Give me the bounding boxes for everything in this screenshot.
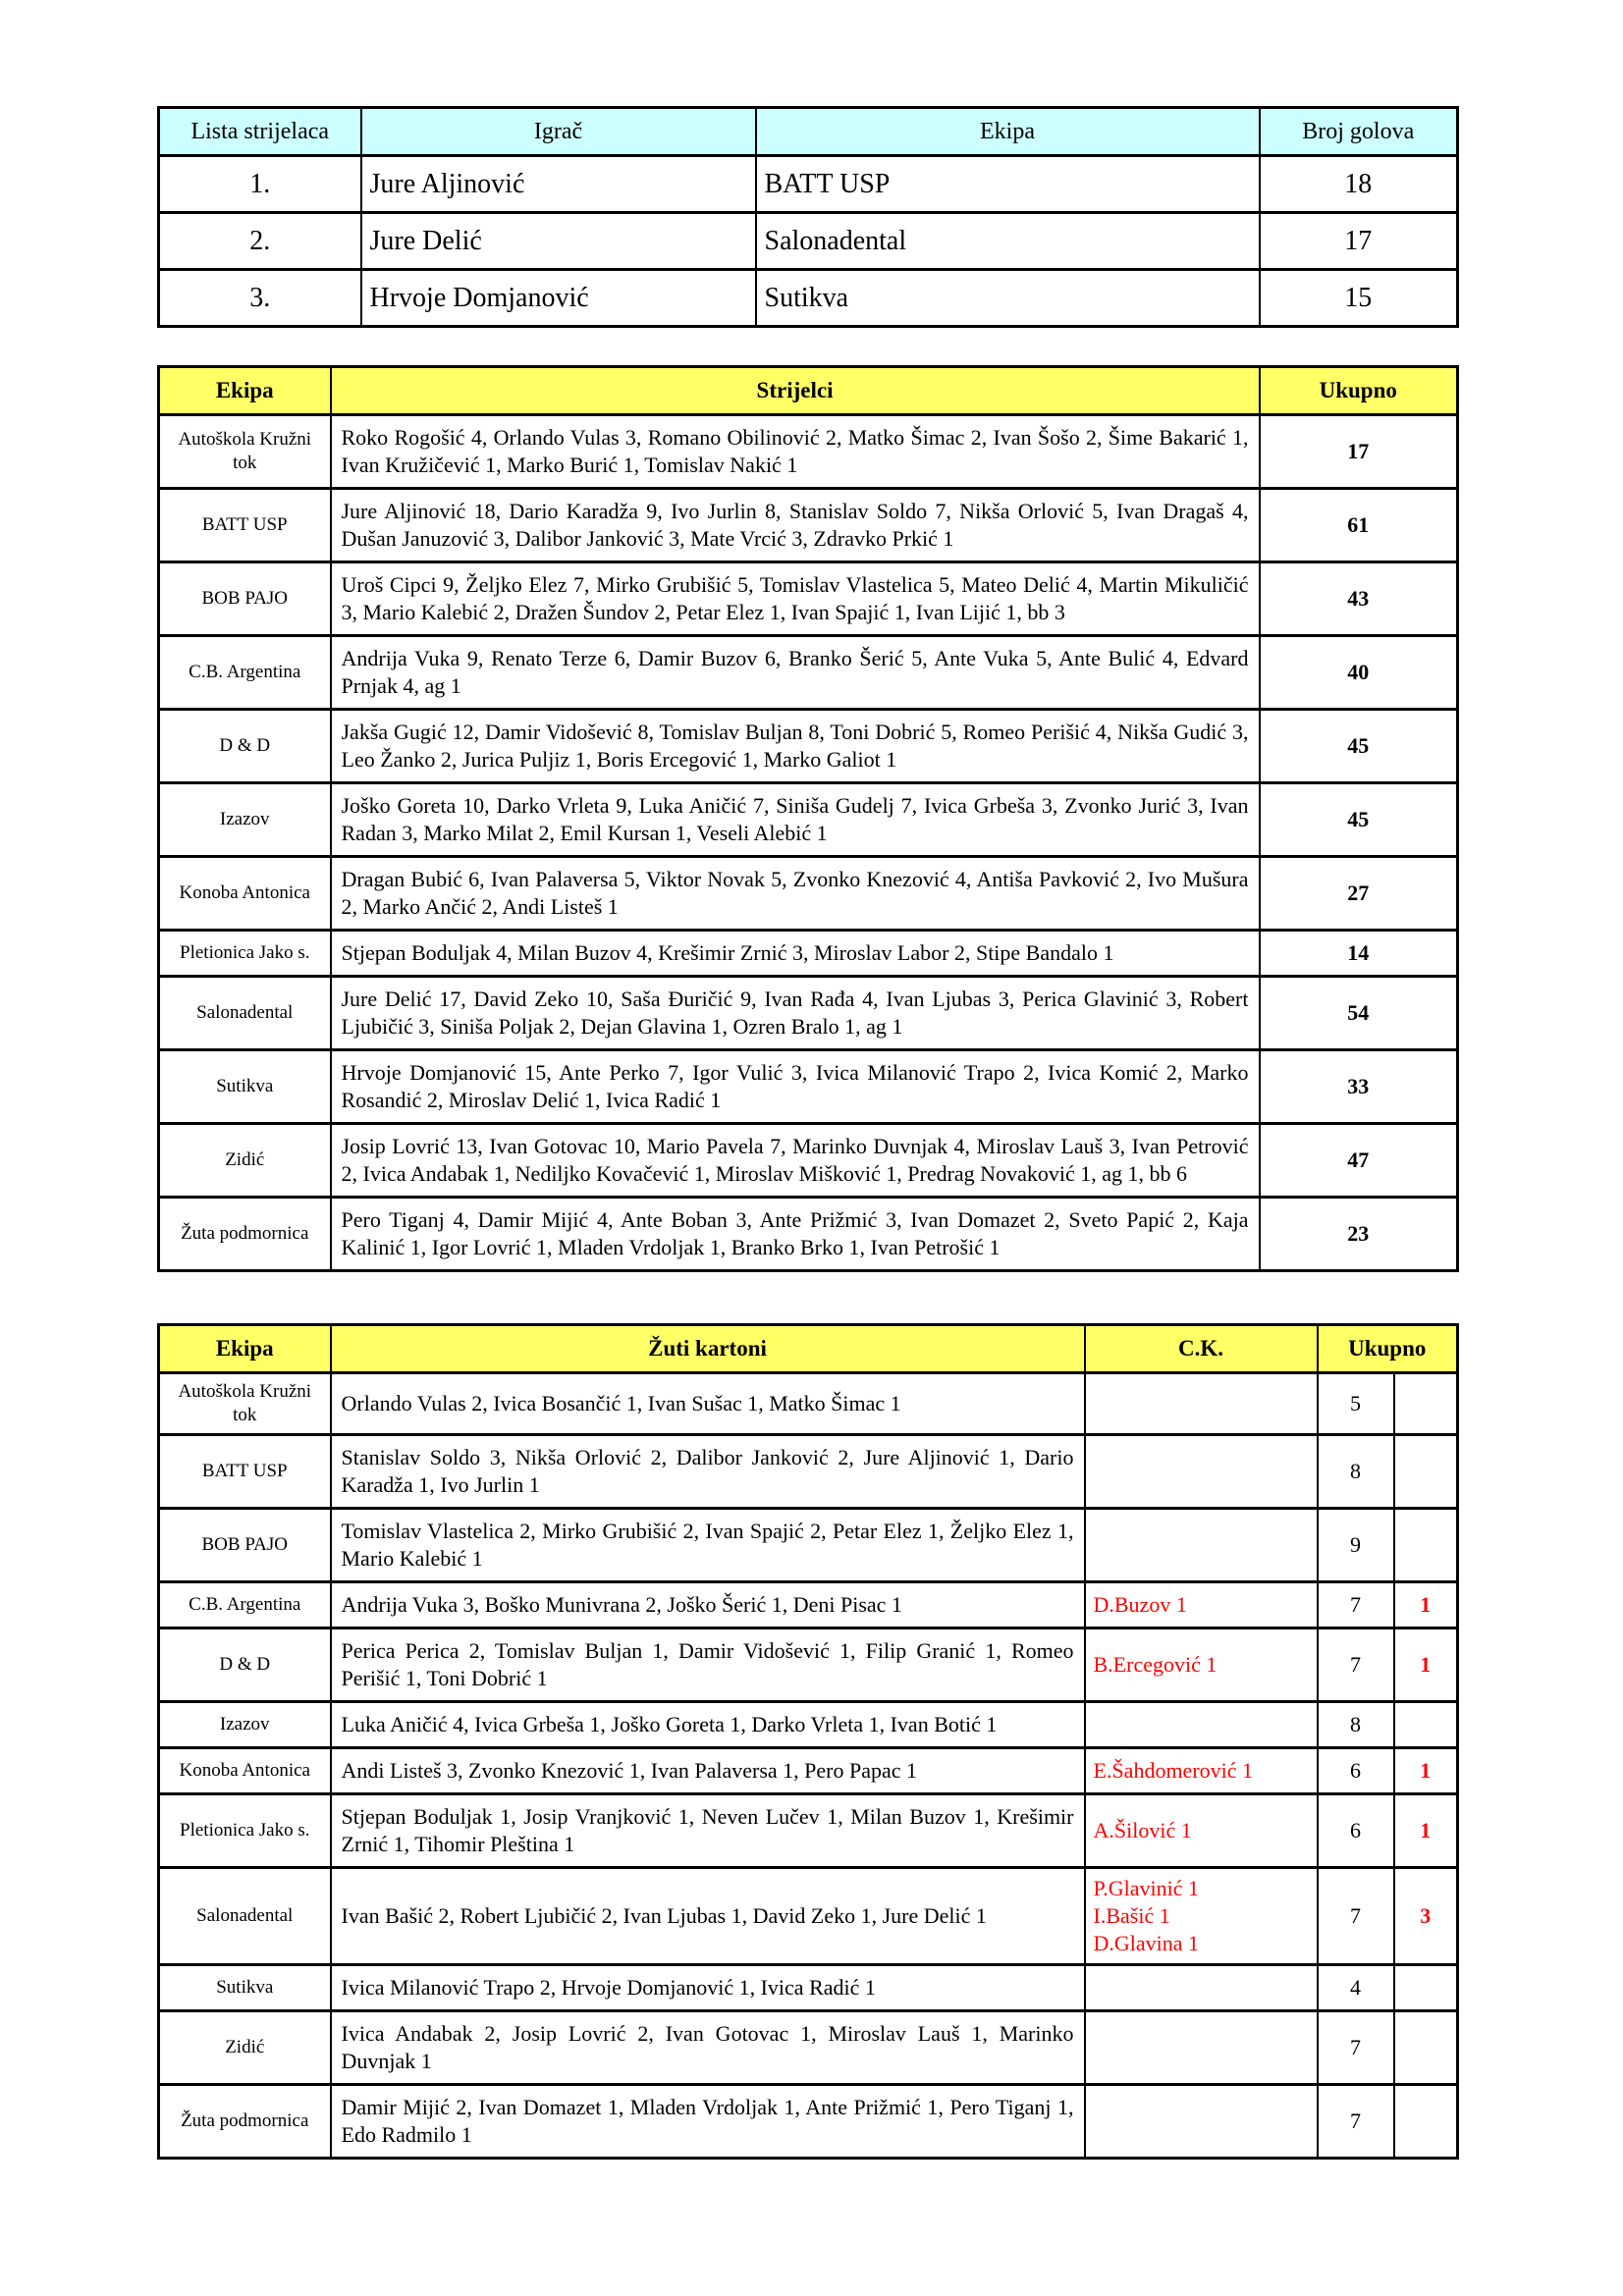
total-cell: 40 (1260, 636, 1458, 710)
table-row (159, 931, 1458, 977)
col-header-player: Igrač (361, 108, 756, 156)
total-cell: 4 (1318, 1965, 1394, 2011)
red-card-entry: E.Šahdomerović 1 (1093, 1758, 1254, 1783)
red-cards-cell (1085, 2085, 1318, 2159)
table-row (159, 1965, 1458, 2011)
team-cell: Pletionica Jako s. (159, 931, 331, 977)
team-cell: Žuta podmornica (159, 2085, 331, 2159)
goals-cell: 15 (1260, 270, 1458, 327)
yellow-cards-cell: Andi Listeš 3, Zvonko Knezović 1, Ivan Palaversa 1, Pero Papac 1 (331, 1748, 1085, 1794)
player-cell: Hrvoje Domjanović (361, 270, 756, 327)
team-cell: BATT USP (159, 1435, 331, 1509)
table-row (159, 977, 1458, 1050)
top-scorers-header-row (159, 108, 1458, 156)
red-card-entry: B.Ercegović 1 (1093, 1652, 1217, 1677)
table-row (159, 270, 1458, 327)
col-header-total: Ukupno (1318, 1325, 1458, 1373)
table-row (159, 489, 1458, 562)
red-cards-cell (1085, 1629, 1318, 1702)
table-row (159, 783, 1458, 857)
red-total-cell: 1 (1394, 1748, 1458, 1794)
col-header-team: Ekipa (159, 1325, 331, 1373)
red-cards-cell (1085, 1748, 1318, 1794)
yellow-cards-cell: Ivica Milanović Trapo 2, Hrvoje Domjanović 1, Ivica Radić 1 (331, 1965, 1085, 2011)
red-cards-cell (1085, 1373, 1318, 1435)
red-total-cell: 1 (1394, 1629, 1458, 1702)
scorers-cell: Andrija Vuka 9, Renato Terze 6, Damir Buzov 6, Branko Šerić 5, Ante Vuka 5, Ante Bulić 4, Edvard Prnjak 4, ag 1 (331, 636, 1260, 710)
table-row (159, 1702, 1458, 1748)
total-cell: 7 (1318, 1582, 1394, 1629)
total-cell: 33 (1260, 1050, 1458, 1124)
scorers-cell: Dragan Bubić 6, Ivan Palaversa 5, Viktor Novak 5, Zvonko Knezović 4, Antiša Pavković 2, Ivo Mušura 2, Marko Ančić 2, Andi Listeš 1 (331, 857, 1260, 931)
red-total-cell: 3 (1394, 1868, 1458, 1965)
team-cell: Pletionica Jako s. (159, 1794, 331, 1868)
red-cards-cell (1085, 1509, 1318, 1582)
col-header-rank: Lista strijelaca (159, 108, 361, 156)
col-header-team: Ekipa (159, 367, 331, 415)
yellow-cards-cell: Tomislav Vlastelica 2, Mirko Grubišić 2, Ivan Spajić 2, Petar Elez 1, Željko Elez 1, Mario Kalebić 1 (331, 1509, 1085, 1582)
team-cell: Sutikva (159, 1965, 331, 2011)
total-cell: 27 (1260, 857, 1458, 931)
total-cell: 14 (1260, 931, 1458, 977)
red-total-cell (1394, 1702, 1458, 1748)
team-cell: C.B. Argentina (159, 636, 331, 710)
total-cell: 45 (1260, 710, 1458, 783)
team-cell: D & D (159, 710, 331, 783)
goals-cell: 18 (1260, 156, 1458, 213)
table-row (159, 1868, 1458, 1965)
scorers-cell: Joško Goreta 10, Darko Vrleta 9, Luka Aničić 7, Siniša Gudelj 7, Ivica Grbeša 3, Zvonko Jurić 3, Ivan Radan 3, Marko Milat 2, Emil Kursan 1, Veseli Alebić 1 (331, 783, 1260, 857)
player-cell: Jure Aljinović (361, 156, 756, 213)
red-cards-cell (1085, 1965, 1318, 2011)
team-cell: Konoba Antonica (159, 857, 331, 931)
red-total-cell (1394, 2011, 1458, 2085)
scorers-cell: Josip Lovrić 13, Ivan Gotovac 10, Mario Pavela 7, Marinko Duvnjak 4, Miroslav Lauš 3, Ivan Petrović 2, Ivica Andabak 1, Nediljko Kovačević 1, Miroslav Mišković 1, Predrag Novaković 1, ag 1, bb 6 (331, 1124, 1260, 1198)
rank-cell: 2. (159, 213, 361, 270)
team-cell: Sutikva (159, 1050, 331, 1124)
total-cell: 23 (1260, 1198, 1458, 1271)
total-cell: 17 (1260, 415, 1458, 489)
table-row (159, 857, 1458, 931)
table-row (159, 1629, 1458, 1702)
col-header-total: Ukupno (1260, 367, 1458, 415)
scorers-cell: Jure Aljinović 18, Dario Karadža 9, Ivo Jurlin 8, Stanislav Soldo 7, Nikša Orlović 5, Ivan Dragaš 4, Dušan Januzović 3, Dalibor Janković 3, Mate Vrcić 3, Zdravko Prkić 1 (331, 489, 1260, 562)
team-cell: D & D (159, 1629, 331, 1702)
col-header-team: Ekipa (756, 108, 1260, 156)
table-row (159, 1435, 1458, 1509)
yellow-cards-cell: Ivan Bašić 2, Robert Ljubičić 2, Ivan Ljubas 1, David Zeko 1, Jure Delić 1 (331, 1868, 1085, 1965)
red-cards-cell (1085, 1435, 1318, 1509)
team-cell: Sutikva (756, 270, 1260, 327)
team-cell: Izazov (159, 783, 331, 857)
table-row (159, 415, 1458, 489)
table-row (159, 156, 1458, 213)
scorers-by-team-table (157, 365, 1459, 1272)
rank-cell: 3. (159, 270, 361, 327)
red-card-entry: D.Buzov 1 (1093, 1592, 1187, 1617)
red-cards-cell (1085, 1582, 1318, 1629)
total-cell: 7 (1318, 1868, 1394, 1965)
yellow-cards-cell: Stjepan Boduljak 1, Josip Vranjković 1, Neven Lučev 1, Milan Buzov 1, Krešimir Zrnić 1, Tihomir Pleština 1 (331, 1794, 1085, 1868)
red-cards-cell (1085, 1868, 1318, 1965)
total-cell: 7 (1318, 2085, 1394, 2159)
col-header-yellow-cards: Žuti kartoni (331, 1325, 1085, 1373)
scorers-cell: Jure Delić 17, David Zeko 10, Saša Đuričić 9, Ivan Rađa 4, Ivan Ljubas 3, Perica Glavinić 3, Robert Ljubičić 3, Siniša Poljak 2, Dejan Glavina 1, Ozren Bralo 1, ag 1 (331, 977, 1260, 1050)
scorers-cell: Jakša Gugić 12, Damir Vidošević 8, Tomislav Buljan 8, Toni Dobrić 5, Romeo Perišić 4, Nikša Gudić 3, Leo Žanko 2, Jurica Puljiz 1, Boris Ercegović 1, Marko Galiot 1 (331, 710, 1260, 783)
team-cell: BATT USP (756, 156, 1260, 213)
yellow-cards-cell: Damir Mijić 2, Ivan Domazet 1, Mladen Vrdoljak 1, Ante Prižmić 1, Pero Tiganj 1, Edo Radmilo 1 (331, 2085, 1085, 2159)
red-total-cell (1394, 1509, 1458, 1582)
red-total-cell (1394, 1373, 1458, 1435)
red-total-cell (1394, 1435, 1458, 1509)
table-row (159, 1748, 1458, 1794)
table-row (159, 710, 1458, 783)
team-cell: Salonadental (756, 213, 1260, 270)
total-cell: 47 (1260, 1124, 1458, 1198)
total-cell: 7 (1318, 2011, 1394, 2085)
table-row (159, 213, 1458, 270)
cards-header-row (159, 1325, 1458, 1373)
table-row (159, 636, 1458, 710)
yellow-cards-cell: Luka Aničić 4, Ivica Grbeša 1, Joško Goreta 1, Darko Vrleta 1, Ivan Botić 1 (331, 1702, 1085, 1748)
total-cell: 6 (1318, 1748, 1394, 1794)
total-cell: 7 (1318, 1629, 1394, 1702)
total-cell: 5 (1318, 1373, 1394, 1435)
red-card-entry: A.Šilović 1 (1093, 1818, 1192, 1842)
yellow-cards-cell: Perica Perica 2, Tomislav Buljan 1, Damir Vidošević 1, Filip Granić 1, Romeo Perišić 1, Toni Dobrić 1 (331, 1629, 1085, 1702)
total-cell: 9 (1318, 1509, 1394, 1582)
yellow-cards-cell: Orlando Vulas 2, Ivica Bosančić 1, Ivan Sušac 1, Matko Šimac 1 (331, 1373, 1085, 1435)
table-row (159, 2085, 1458, 2159)
table-row (159, 1794, 1458, 1868)
team-cell: Salonadental (159, 977, 331, 1050)
team-cell: Zidić (159, 1124, 331, 1198)
total-cell: 43 (1260, 562, 1458, 636)
team-cell: Konoba Antonica (159, 1748, 331, 1794)
red-cards-cell (1085, 2011, 1318, 2085)
scorers-cell: Roko Rogošić 4, Orlando Vulas 3, Romano Obilinović 2, Matko Šimac 2, Ivan Šošo 2, Šime Bakarić 1, Ivan Kružičević 1, Marko Burić 1, Tomislav Nakić 1 (331, 415, 1260, 489)
rank-cell: 1. (159, 156, 361, 213)
table-row (159, 1582, 1458, 1629)
team-cell: Izazov (159, 1702, 331, 1748)
table-row (159, 1509, 1458, 1582)
player-cell: Jure Delić (361, 213, 756, 270)
team-cell: BATT USP (159, 489, 331, 562)
table-row (159, 1050, 1458, 1124)
total-cell: 6 (1318, 1794, 1394, 1868)
red-total-cell: 1 (1394, 1582, 1458, 1629)
cards-by-team-table (157, 1323, 1459, 2160)
red-card-entry: P.Glavinić 1 (1093, 1876, 1200, 1900)
col-header-red-cards: C.K. (1085, 1325, 1318, 1373)
total-cell: 61 (1260, 489, 1458, 562)
team-cell: Autoškola Kružni tok (159, 1373, 331, 1435)
red-cards-cell (1085, 1702, 1318, 1748)
scorers-header-row (159, 367, 1458, 415)
team-cell: C.B. Argentina (159, 1582, 331, 1629)
red-card-entry: I.Bašić 1 (1093, 1903, 1170, 1928)
red-cards-cell (1085, 1794, 1318, 1868)
red-total-cell: 1 (1394, 1794, 1458, 1868)
table-row (159, 562, 1458, 636)
top-scorers-table (157, 106, 1459, 328)
team-cell: BOB PAJO (159, 562, 331, 636)
team-cell: Zidić (159, 2011, 331, 2085)
table-row (159, 1198, 1458, 1271)
col-header-goals: Broj golova (1260, 108, 1458, 156)
table-row (159, 1373, 1458, 1435)
total-cell: 45 (1260, 783, 1458, 857)
table-row (159, 1124, 1458, 1198)
scorers-cell: Stjepan Boduljak 4, Milan Buzov 4, Krešimir Zrnić 3, Miroslav Labor 2, Stipe Bandalo 1 (331, 931, 1260, 977)
team-cell: Žuta podmornica (159, 1198, 331, 1271)
scorers-cell: Pero Tiganj 4, Damir Mijić 4, Ante Boban 3, Ante Prižmić 3, Ivan Domazet 2, Sveto Papić 2, Kaja Kalinić 1, Igor Lovrić 1, Mladen Vrdoljak 1, Branko Brko 1, Ivan Petrošić 1 (331, 1198, 1260, 1271)
red-total-cell (1394, 1965, 1458, 2011)
team-cell: Salonadental (159, 1868, 331, 1965)
yellow-cards-cell: Ivica Andabak 2, Josip Lovrić 2, Ivan Gotovac 1, Miroslav Lauš 1, Marinko Duvnjak 1 (331, 2011, 1085, 2085)
red-total-cell (1394, 2085, 1458, 2159)
red-card-entry: D.Glavina 1 (1093, 1931, 1200, 1955)
yellow-cards-cell: Andrija Vuka 3, Boško Munivrana 2, Joško Šerić 1, Deni Pisac 1 (331, 1582, 1085, 1629)
table-row (159, 2011, 1458, 2085)
total-cell: 8 (1318, 1435, 1394, 1509)
team-cell: BOB PAJO (159, 1509, 331, 1582)
col-header-scorers: Strijelci (331, 367, 1260, 415)
goals-cell: 17 (1260, 213, 1458, 270)
total-cell: 54 (1260, 977, 1458, 1050)
total-cell: 8 (1318, 1702, 1394, 1748)
yellow-cards-cell: Stanislav Soldo 3, Nikša Orlović 2, Dalibor Janković 2, Jure Aljinović 1, Dario Karadža 1, Ivo Jurlin 1 (331, 1435, 1085, 1509)
team-cell: Autoškola Kružni tok (159, 415, 331, 489)
scorers-cell: Hrvoje Domjanović 15, Ante Perko 7, Igor Vulić 3, Ivica Milanović Trapo 2, Ivica Komić 2, Marko Rosandić 2, Miroslav Delić 1, Ivica Radić 1 (331, 1050, 1260, 1124)
scorers-cell: Uroš Cipci 9, Željko Elez 7, Mirko Grubišić 5, Tomislav Vlastelica 5, Mateo Delić 4, Martin Mikuličić 3, Mario Kalebić 2, Dražen Šundov 2, Petar Elez 1, Ivan Spajić 1, Ivan Lijić 1, bb 3 (331, 562, 1260, 636)
